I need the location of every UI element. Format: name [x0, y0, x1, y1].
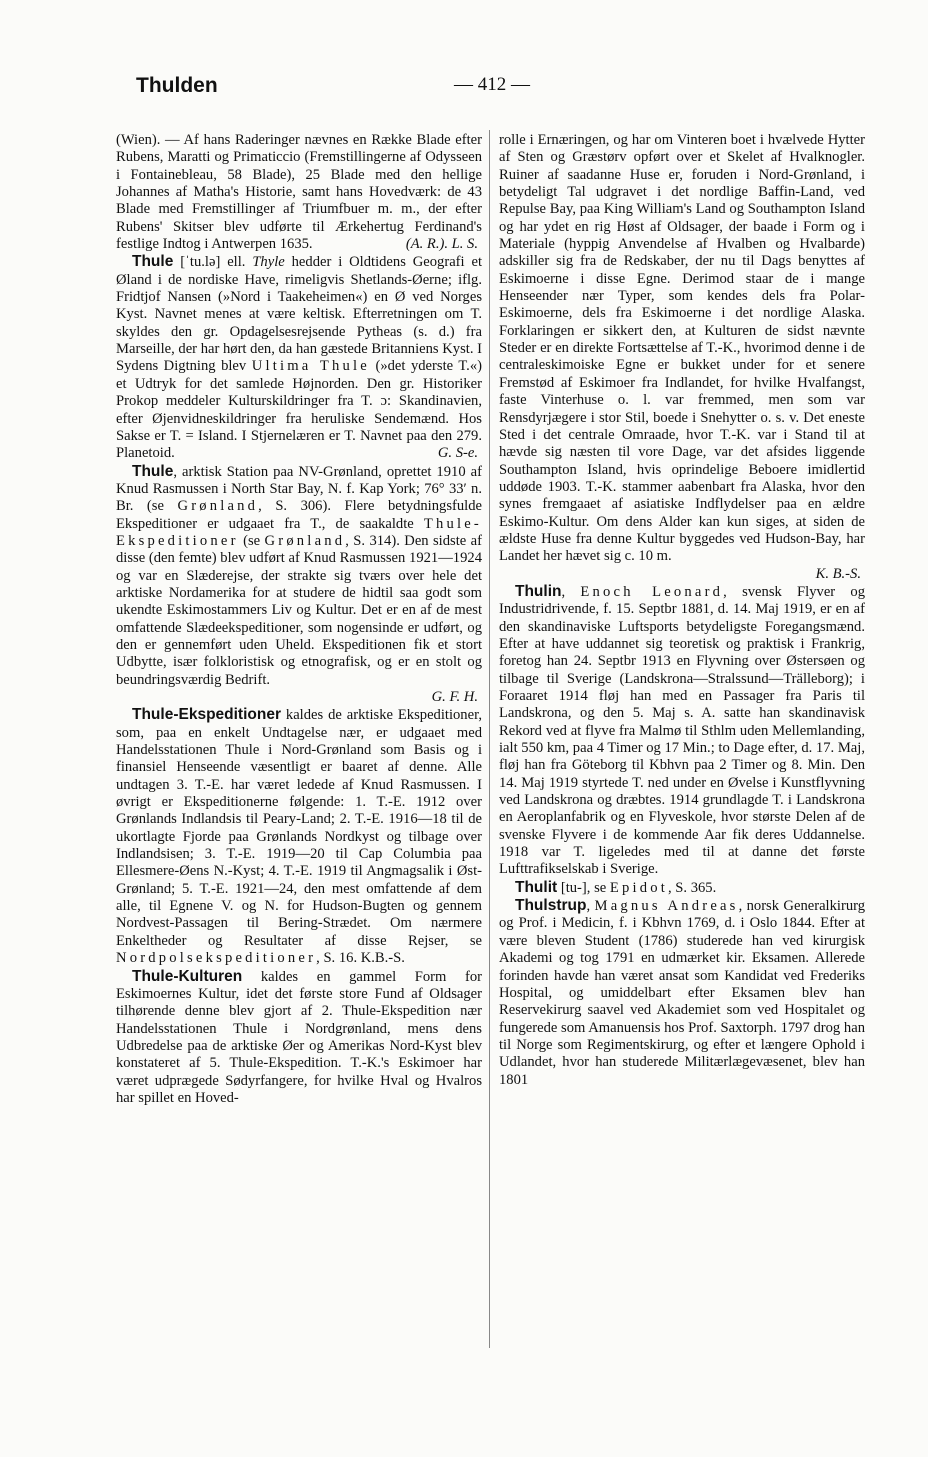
variant-form: Thyle — [252, 254, 285, 271]
spaced-term: Thule-Ekspeditioner — [116, 515, 482, 549]
page-number: — 412 — — [454, 74, 530, 95]
headword: Thulit — [515, 878, 558, 896]
person-name: Magnus Andreas — [594, 898, 739, 915]
entry-thule-2 — [116, 463, 482, 707]
entry-thule-1 — [116, 253, 482, 462]
entry-thule-ekspeditioner — [116, 706, 482, 967]
pronunciation: [ˈtu.lə] ell. — [173, 254, 253, 271]
headword: Thulin — [515, 582, 562, 600]
cross-reference: Nordpolsekspeditioner — [116, 950, 317, 967]
entry-thulden-continuation — [116, 132, 482, 253]
entry-body: kaldes de arktiske Ekspeditioner, som, paa en enkelt Undtagelse nær, er udgaaet med Handelsstationen Thule i Nord-Grønland som Basis og i finansiel Henseende væsentligt er baaret af denne. Alle undtagen 3. T.-E. har været ledede af Knud Rasmussen. I øvrigt er Ekspeditionerne følgende: 1. T.-E. 1912 over Grønlands Indlandsis til Peary-Land; 2. T.-E. 1916—18 til de ukortlagte Fjorde paa Grønlands Nordkyst og tilbage over Indlandsisen; 3. T.-E. 1919—20 til Cap Columbia paa Ellesmere-Øens N.-Kyst; 4. T.-E. 1919 til Angmagsalik i Øst-Grønland; 5. T.-E. 1921—24, den mest omfattende af dem alle, til Egnene V. og N. for Hudson-Bugten og gennem Nordvest-Passagen til Bering-Strædet. Om nærmere Enkeltheder og Resultater af disse Rejser, se — [116, 707, 482, 949]
entry-thule-kulturen-continuation — [499, 132, 865, 583]
entry-body: , svensk Flyver og Industridrivende, f. 15. Septbr 1881, d. 14. Maj 1919, er en af den skandinaviske Luftsports betydeligste Foregangsmænd. Efter at have uddannet sig teoretisk og praktisk i Frankrig, foretog han 24. Septbr 1913 en Flyvning over Østersøen og tilbage til Sverige (Landskrona—Stralssund—Trälleborg); i Foraaret 1914 fløj han med en Passager fra Paris til Landskrona, og den 5. Maj s. A. satte han skandinavisk Rekord ved at flyve fra Malmø til Sthlm uden Mellemlanding, ialt 550 km, paa 4 Timer og 17 Min.; to Dage efter, d. 17. Maj, fløj han fra Göteborg til Kbhvn paa 2 Timer og 8. Min. Den 14. Maj 1919 styrtede T. ned under en Øvelse i Kunstflyvning ved Landskrona og dræbtes. 1914 grundlagde T. i Landskrona en Aeroplanfabrik og en Flyveskole, hvor største Delen af de svenske Flyvere i de kommende Aar fik deres Uddannelse. 1918 var T. ligeledes med til at danne det første Lufttrafikselskab i Sverige. — [499, 583, 865, 878]
headword: Thulstrup — [515, 897, 587, 915]
entry-body: , arktisk Station paa NV-Grønland, oprettet 1910 af Knud Rasmussen i North Star Bay, N. f. Kap York; 76° 33′ n. Br. (se — [116, 463, 482, 515]
cross-reference: Epidot — [609, 879, 668, 896]
entry-body: , S. 365. — [668, 879, 717, 896]
entry-thule-kulturen — [116, 968, 482, 1108]
person-name: Enoch Leonard — [580, 583, 724, 600]
entry-signature: K. B.-S. — [815, 565, 861, 582]
entry-body: , norsk Generalkirurg og Prof. i Medicin, f. i Kbhvn 1769, d. i Oslo 1844. Efter at være bleven Student (1786) studerede han ved kirurgisk Akademi og tog 1791 en udmærket kir. Eksamen. Allerede forinden havde han været ansat som Kandidat ved Frederiks Hospital, og umiddelbart efter Eksamen blev han Reservekirurg saavel ved Akademiet som ved Hospitalet og fungerede som Amanuensis hos Prof. Saxtorph. 1797 drog han til Norge som Regimentskirurg, og efter et længere Ophold i Udlandet, hvor han studerede Militærlægevæsenet, blev han 1801 — [499, 898, 866, 1088]
entry-thulin: Thulin, Enoch Leonard, svensk Flyver og Industridrivende, f. 15. Septbr 1881, d. 14. Maj 1919, er en af den skandinaviske Luftsports betydeligste Foregangsmænd. Efter at have uddannet sig teoretisk og praktisk i Frankrig, foretog han 24. Septbr 1913 en Flyvning over Østersøen og tilbage til Sverige (Landskrona—Stralssund—Trälleborg); i Foraaret 1914 fløj han med en Passager fra Paris til Landskrona, og den 5. Maj s. A. satte han skandinavisk Rekord ved at flyve fra Malmø til Sthlm uden Mellemlanding, ialt 550 km, paa 4 Timer og 17 Min.; to Dage efter, d. 17. Maj, fløj han fra Göteborg til Kbhvn paa 2 Timer og 8. Min. Den 14. Maj 1919 styrtede T. ned under en Øvelse i Kunstflyvning ved Landskrona og dræbtes. 1914 grundlagde T. i Landskrona en Aeroplanfabrik og en Flyveskole, hvor største Delen af de svenske Flyvere i de kommende Aar fik deres Uddannelse. 1918 var T. ligeledes med til at danne det første Lufttrafikselskab i Sverige. — [499, 582, 865, 878]
entry-body: rolle i Ernæringen, og har om Vinteren boet i hvælvede Hytter af Sten og Græstørv opført over et Skelet af Hvalknogler. Ruiner af saadanne Huse er, foruden i Nord-Grønland, i betydeligt Tal udgravet i det nordlige Baffin-Land, ved Repulse Bay, paa King William's Land og Southampton Island og har ydet en rig Høst af Oldsager, der baade i Form og i Materiale (hyppig Anvendelse af Hvalben og Hvalbarde) adskiller sig fra de Redskaber, der nu til Dags benyttes af Eskimoerne i disse Egne. Derimod staar de i mange Henseender nær Typer, som kendes dels fra Polar-Eskimoerne, dels fra Eskimoerne i det nordlige Alaska. Forklaringen er sikkert den, at Kulturen de sidst nævnte Steder er en direkte Fortsættelse af T.-K., hvorimod denne i de centraleskimoiske Egne er bukket under for et senere Fremstød af Eskimoer fra Indlandet, for hvilke Hvalfangst, faste Vinterhuse o. l. var fremmed, men som var Rensdyrjægere i stor Stil, boede i Snehytter o. s. v. Det eneste Sted i det centrale Omraade, hvor T.-K. var i Stand til at hævde sig næsten til vore Dage, var det afsides liggende Southampton Island, hvis oprindelige Beboere imidlertid uddøde 1903. T.-K. stammer aabenbart fra Alaska, hvor den synes fremgaaet af asiatiske Indflydelser paa en ældre Eskimo-Kultur. Om dens Alder kan kun siges, at siden de ældste Huse fra denne Kultur byggedes ved Hudson-Bay, har Landet her hævet sig c. 10 m. — [499, 132, 865, 565]
column-divider — [489, 130, 490, 1348]
entry-signature: G. S-e. — [437, 445, 478, 462]
entry-body: (»det yderste T.«) et Udtryk for det samlede Højnorden. Den gr. Historiker Prokop meddeler Kulturskildringer fra T. ɔ: Skandinavien, efter Øjenvidneskildringer fra heruliske Sendemænd. Hos Sakse er T. = Island. I Stjernelæren er T. Navnet paa den 279. Planetoid. — [116, 358, 482, 462]
entry-signature: G. F. H. — [431, 689, 478, 705]
page-header — [118, 74, 866, 104]
headword: Thule-Kulturen — [132, 967, 243, 985]
entry-body: kaldes en gammel Form for Eskimoernes Kultur, idet det første store Fund af Oldsager tilhørende denne blev gjort af 2. Thule-Ekspedition nær Handelsstationen Thule i Nordgrønland, mens dens Udbredelse paa de arktiske Øer og Amerikas Nord-Kyst blev konstateret af 5. Thule-Ekspedition. T.-K.'s Eskimoer har været udprægede Sødyrfangere, for hvilke Hval og Hvalros har spillet en Hoved- — [116, 968, 482, 1106]
entry-signature: (A. R.). L. S. — [405, 236, 478, 253]
headword: Thule-Ekspeditioner — [132, 706, 281, 724]
right-column — [499, 132, 865, 1089]
entry-body: (Wien). — Af hans Raderinger nævnes en Række Blade efter Rubens, Maratti og Primaticcio (Fremstillingerne af Odysseen i Fontainebleau, 58 Blade), 25 Blade med den hellige Johannes af Matha's Historie, samt hans Hovedværk: de 43 Blade med Fremstillinger af Triumfbuer m. m., der efter Rubens' Skitser blev udførte til Ærkehertug Ferdinand's festlige Indtog i Antwerpen 1635. — [116, 132, 482, 253]
headword: Thule — [132, 253, 174, 271]
left-column — [116, 132, 482, 1107]
entry-body: hedder i Oldtidens Geografi et Øland i de nordiske Have, rimeligvis Shetlands-Øerne; iflg. Fridtjof Nansen (»Nord i Taakeheimen«) en Ø ved Norges Kyst. Navnet menes at være keltisk. Efterretningen om T. skyldes den gr. Opdagelsesrejsende Pytheas (s. d.) fra Marseille, der har hørt den, da han gæstede Britanniens Kyst. I Sydens Digtning blev — [116, 254, 482, 375]
cross-reference: Grønland — [177, 498, 259, 515]
spaced-term: Ultima Thule — [251, 358, 370, 375]
entry-body: (se — [238, 532, 265, 549]
entry-body: , S. 16. K.B.-S. — [316, 950, 405, 967]
running-head: Thulden — [136, 74, 218, 97]
entry-body: , S. 314). Den sidste af disse (den femte) blev udført af Knud Rasmussen 1921—1924 og var en Slæderejse, der strakte sig tværs over hele det arktiske Nordamerika for at studere de hidtil saa godt som ukendte Eskimostammers Liv og Kultur. Det er en af de mest omfattende Slædeekspeditioner, som nogensinde er udført, og den er gennemført uden Uheld. Ekspeditionen fik et stort Udbytte, især folkloristisk og etnografisk, og er en stolt og beundringsværdig Bedrift. — [116, 532, 482, 688]
cross-reference: Grønland — [264, 532, 346, 549]
entry-thulstrup: Thulstrup, Magnus Andreas, norsk Generalkirurg og Prof. i Medicin, f. i Kbhvn 1769, d. i Oslo 1844. Efter at være bleven Student (1786) studerede han ved kirurgisk Akademi og tog 1791 en udmærket kir. Eksamen. Allerede forinden havde han været ansat som Kandidat ved Frederiks Hospital, og umiddelbart efter Eksamen blev han Reservekirurg saavel ved Akademiet som ved Hospitalet og fungerede som Amanuensis hos Prof. Saxtorph. 1797 drog han til Norge som Regimentskirurg, og efter et længere Ophold i Udlandet, hvor han studerede Militærlægevæsenet, blev han 1801 — [499, 897, 866, 1088]
headword: Thule — [132, 462, 174, 480]
entry-body: [tu-], se — [557, 879, 610, 896]
entry-thulit — [499, 879, 865, 897]
entry-body: , S. 306). Flere betydningsfulde Ekspeditioner er udgaaet fra T., de saakaldte — [116, 498, 482, 532]
